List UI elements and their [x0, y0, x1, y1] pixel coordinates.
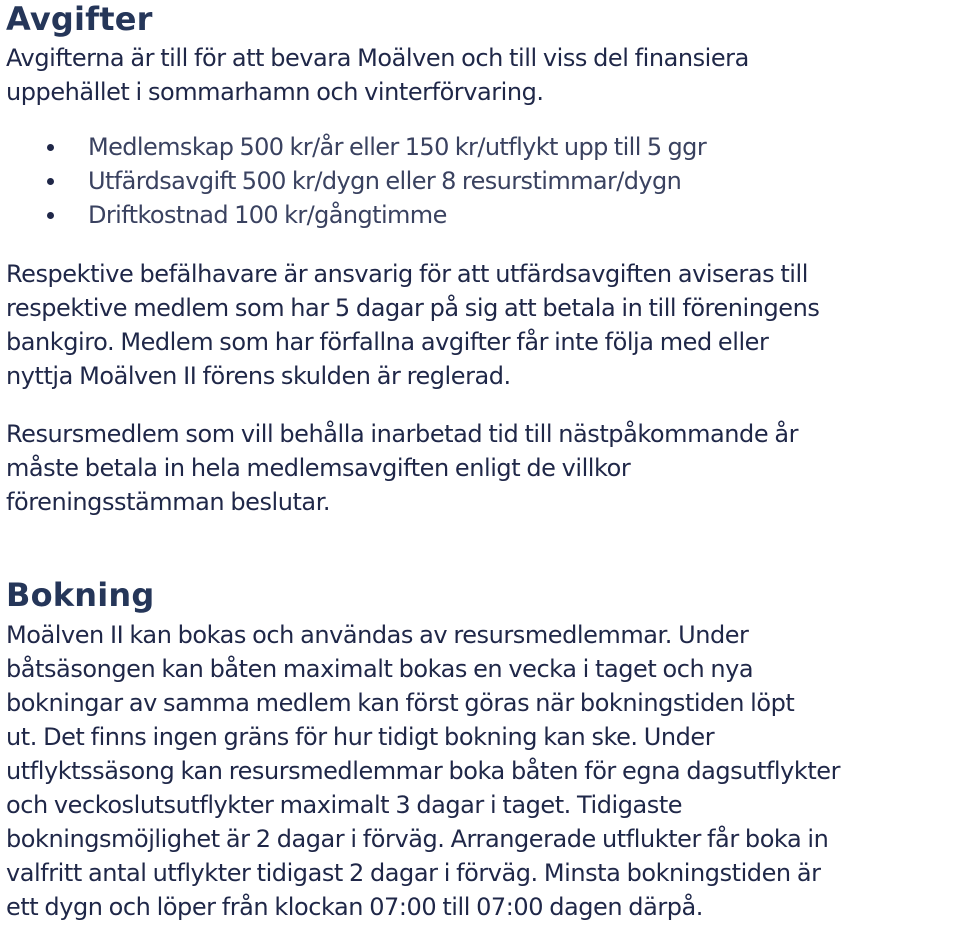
avgifter-responsibility-paragraph [6, 257, 956, 393]
text-line: bokningsmöjlighet är 2 dagar i förväg. Arrangerade utflukter får boka in [6, 825, 829, 853]
text-line: Resursmedlem som vill behålla inarbetad tid till nästpåkommande år [6, 420, 798, 448]
text-line: bankgiro. Medlem som har förfallna avgifter får inte följa med eller [6, 328, 769, 356]
text-line: måste betala in hela medlemsavgiften enligt de villkor [6, 454, 631, 482]
list-item [0, 198, 706, 232]
list-item [0, 130, 706, 164]
list-item-text: Utfärdsavgift 500 kr/dygn eller 8 resurstimmar/dygn [88, 167, 682, 195]
text-line: och veckoslutsutflykter maximalt 3 dagar i taget. Tidigaste [6, 791, 683, 819]
list-item-text: Driftkostnad 100 kr/gångtimme [88, 201, 447, 229]
text-line: Avgifterna är till för att bevara Moälven och till viss del finansiera [6, 44, 749, 72]
text-line: ut. Det finns ingen gräns för hur tidigt bokning kan ske. Under [6, 723, 715, 751]
text-line: båtsäsongen kan båten maximalt bokas en vecka i taget och nya [6, 655, 754, 683]
bullet-icon [47, 178, 54, 185]
bokning-paragraph [6, 618, 956, 924]
text-line: nyttja Moälven II förens skulden är reglerad. [6, 362, 511, 390]
text-line: bokningar av samma medlem kan först göras när bokningstiden löpt [6, 689, 795, 717]
text-line: ett dygn och löper från klockan 07:00 till 07:00 dagen därpå. [6, 893, 703, 921]
bullet-icon [47, 212, 54, 219]
fee-list [0, 130, 706, 232]
text-line: respektive medlem som har 5 dagar på sig att betala in till föreningens [6, 294, 820, 322]
avgifter-intro-paragraph [6, 41, 956, 109]
text-line: Respektive befälhavare är ansvarig för att utfärdsavgiften aviseras till [6, 260, 808, 288]
text-line: valfritt antal utflykter tidigast 2 dagar i förväg. Minsta bokningstiden är [6, 859, 821, 887]
text-line: Moälven II kan bokas och användas av resursmedlemmar. Under [6, 621, 749, 649]
list-item [0, 164, 706, 198]
text-line: uppehället i sommarhamn och vinterförvaring. [6, 78, 544, 106]
bullet-icon [47, 144, 54, 151]
text-line: utflyktssäsong kan resursmedlemmar boka båten för egna dagsutflykter [6, 757, 841, 785]
list-item-text: Medlemskap 500 kr/år eller 150 kr/utflykt upp till 5 ggr [88, 133, 707, 161]
section-heading-avgifter: Avgifter [6, 0, 153, 38]
text-line: föreningsstämman beslutar. [6, 488, 331, 516]
avgifter-resource-member-paragraph [6, 417, 956, 519]
section-heading-bokning: Bokning [6, 576, 155, 614]
